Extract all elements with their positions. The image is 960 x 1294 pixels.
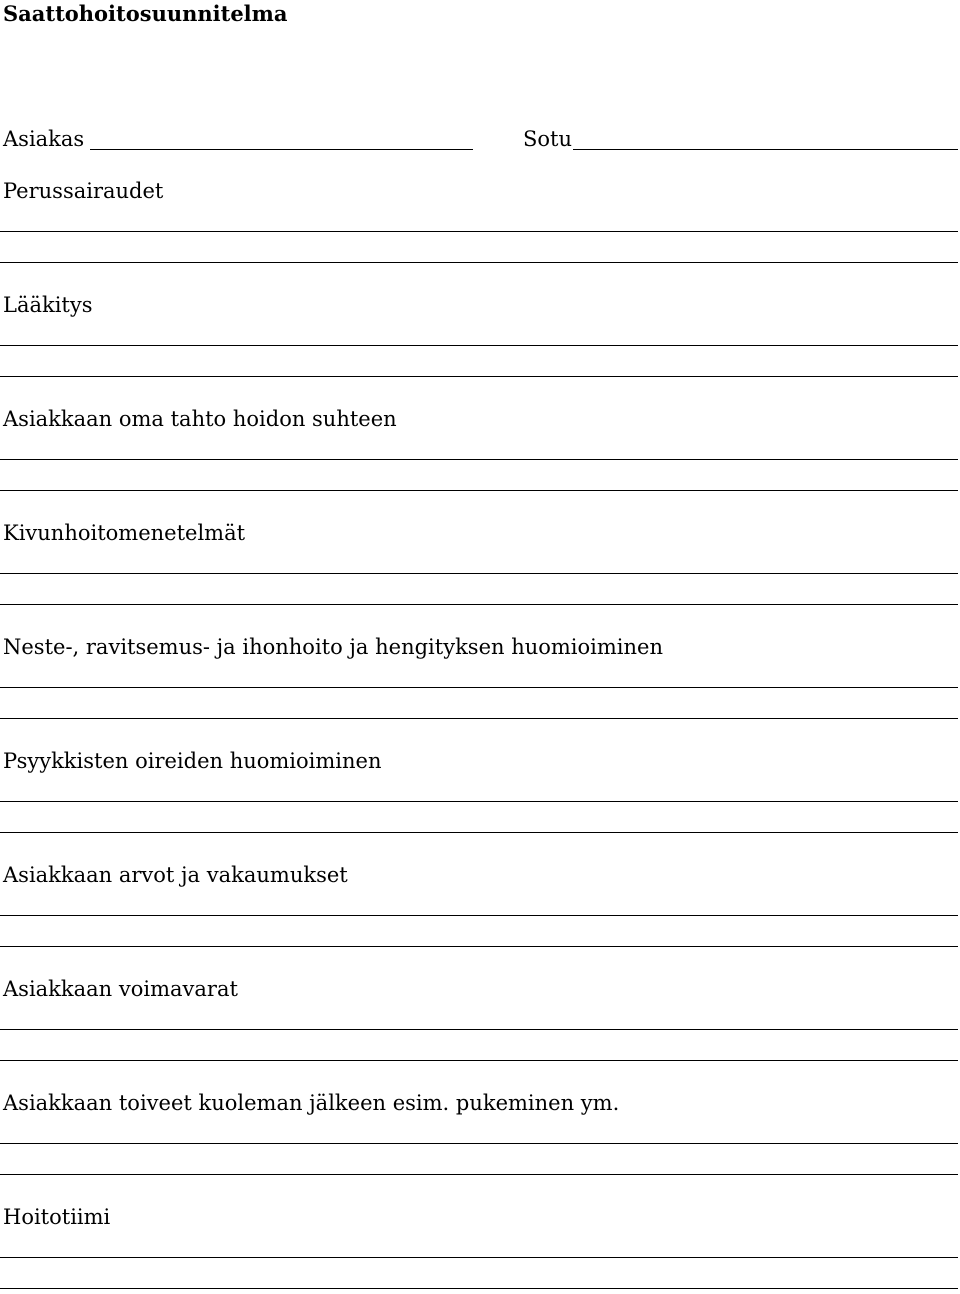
field-line[interactable] [0, 1060, 958, 1061]
section-label-toiveet: Asiakkaan toiveet kuoleman jälkeen esim. pukeminen ym. [3, 1091, 620, 1115]
client-field[interactable] [90, 149, 473, 150]
field-line[interactable] [0, 490, 958, 491]
section-label-arvot: Asiakkaan arvot ja vakaumukset [3, 863, 348, 887]
field-line[interactable] [0, 801, 958, 802]
field-line[interactable] [0, 345, 958, 346]
section-label-perussairaudet: Perussairaudet [3, 179, 164, 203]
section-label-voimavarat: Asiakkaan voimavarat [3, 977, 238, 1001]
section-label-hoitotiimi: Hoitotiimi [3, 1205, 111, 1229]
field-line[interactable] [0, 459, 958, 460]
client-label: Asiakas [3, 127, 85, 151]
field-line[interactable] [0, 262, 958, 263]
page-title: Saattohoitosuunnitelma [3, 1, 288, 26]
field-line[interactable] [0, 1029, 958, 1030]
field-line[interactable] [0, 376, 958, 377]
field-line[interactable] [0, 1288, 958, 1289]
field-line[interactable] [0, 915, 958, 916]
section-label-psyykkiset: Psyykkisten oireiden huomioiminen [3, 749, 382, 773]
sotu-field[interactable] [573, 149, 958, 150]
field-line[interactable] [0, 718, 958, 719]
section-label-neste-ravitsemus: Neste-, ravitsemus- ja ihonhoito ja hengityksen huomioiminen [3, 635, 663, 659]
section-label-oma-tahto: Asiakkaan oma tahto hoidon suhteen [3, 407, 397, 431]
section-label-laakitys: Lääkitys [3, 293, 93, 317]
field-line[interactable] [0, 832, 958, 833]
field-line[interactable] [0, 1257, 958, 1258]
section-label-kivunhoito: Kivunhoitomenetelmät [3, 521, 246, 545]
sotu-label: Sotu [523, 127, 572, 151]
field-line[interactable] [0, 946, 958, 947]
field-line[interactable] [0, 687, 958, 688]
field-line[interactable] [0, 1174, 958, 1175]
field-line[interactable] [0, 231, 958, 232]
field-line[interactable] [0, 604, 958, 605]
field-line[interactable] [0, 573, 958, 574]
field-line[interactable] [0, 1143, 958, 1144]
